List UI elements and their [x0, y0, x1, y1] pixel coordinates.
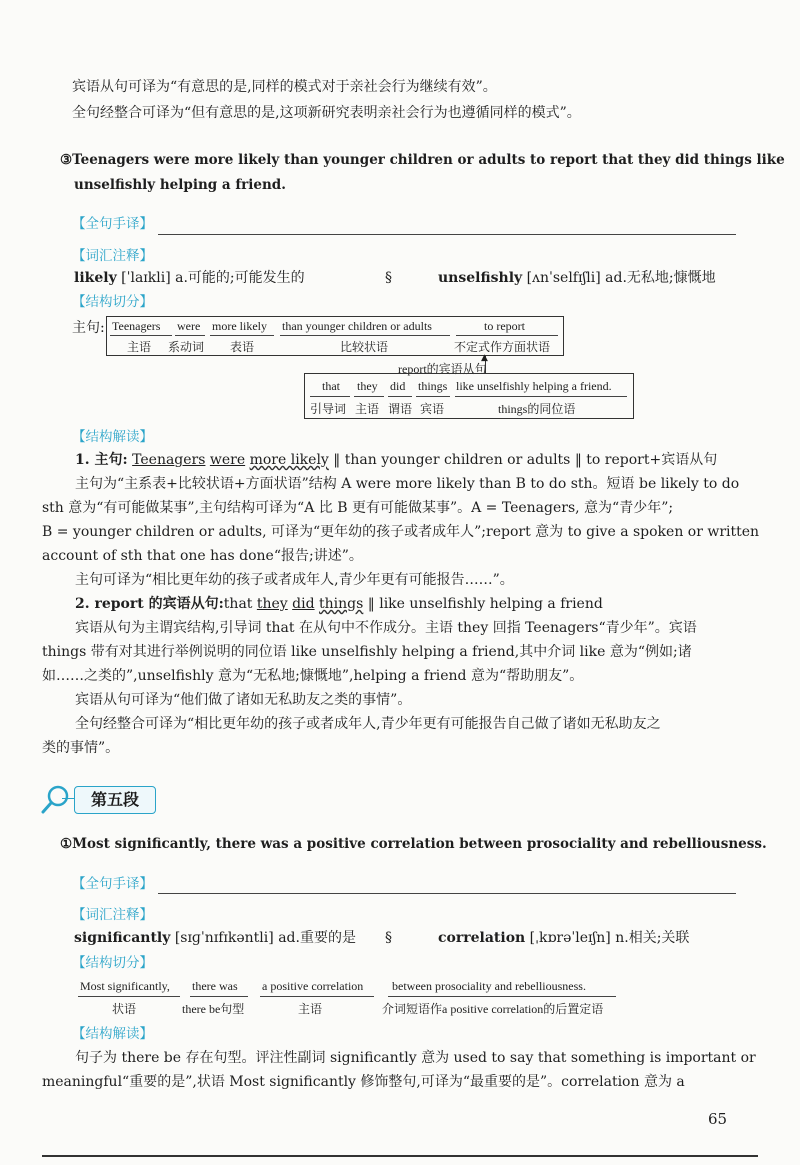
vocab-word: correlation [438, 930, 526, 946]
sub-role-that: 引导词 [310, 402, 347, 416]
analysis-term-rest: ‖ than younger children or adults ‖ to report+宾语从句 [333, 452, 718, 468]
analysis-term-rest: ‖ like unselfishly helping a friend [363, 596, 603, 612]
vocab-label: 【词汇注释】 [72, 907, 153, 923]
vocab-word: significantly [74, 930, 171, 946]
analysis-line-1: 句子为 there be 存在句型。评注性副词 significantly 意为 used to say that something is important or [75, 1050, 756, 1066]
top-line-2: 全句经整合可译为“但有意思的是,这项新研究表明亲社会行为也遵循同样的模式”。 [72, 105, 581, 121]
arrow-head-icon: ▲ [481, 353, 488, 363]
translate-blank-line [158, 234, 736, 235]
vocab-separator: § [385, 930, 392, 946]
top-line-1: 宾语从句可译为“有意思的是,同样的模式对于亲社会行为继续有效”。 [72, 79, 497, 95]
underline [455, 396, 627, 397]
analysis-p1-line4: B = younger children or adults, 可译为“更年幼的孩子或者成年人”;report 意为 to give a spoken or written [42, 524, 760, 540]
underline [260, 996, 374, 997]
vocab-separator: § [385, 270, 392, 286]
badge-connector [62, 798, 74, 799]
magnifier-icon [40, 784, 72, 816]
analysis-p1-line3: sth 意为“有可能做某事”,主句结构可译为“A 比 B 更有可能做某事”。A = Teenagers, 意为“青少年”; [42, 500, 674, 516]
translate-label: 【全句手译】 [72, 216, 153, 232]
analysis-p2-line7: 类的事情”。 [42, 740, 120, 756]
split-label: 【结构切分】 [72, 955, 153, 971]
vocab-phonetic: [ˈlaɪkli] [121, 270, 171, 286]
main-clause-label: 主句: [72, 320, 105, 336]
underline [210, 335, 274, 336]
vocab-label: 【词汇注释】 [72, 248, 153, 264]
main-word-predicative: more likely [212, 319, 267, 333]
vocab-entry-unselfishly [438, 268, 716, 288]
sub-role-did: 谓语 [388, 402, 413, 416]
analysis-p2-line5: 宾语从句可译为“他们做了诸如无私助友之类的事情”。 [75, 692, 412, 708]
sub-word-they: they [357, 379, 378, 393]
analysis-p1-line2: 主句为“主系表+比较状语+方面状语”结构 A were more likely than B to do sth。短语 be likely to do [75, 476, 740, 492]
object-clause-label: report的宾语从句 [398, 362, 487, 376]
split-role-there-be: there be句型 [182, 1002, 245, 1016]
translate-blank-line [158, 893, 736, 894]
split-label: 【结构切分】 [72, 294, 153, 310]
section-title: 第五段 [74, 786, 156, 814]
analysis-term-subject: they [256, 596, 288, 612]
analysis-p2-line2: 宾语从句为主谓宾结构,引导词 that 在从句中不作成分。主语 they 回指 Teenagers“青少年”。宾语 [75, 620, 697, 636]
main-word-subject: Teenagers [112, 319, 161, 333]
vocab-word: unselfishly [438, 270, 523, 286]
main-word-verb: were [177, 319, 201, 333]
main-role-subject: 主语 [127, 340, 152, 354]
underline [388, 396, 412, 397]
split-word-adverbial: Most significantly, [80, 979, 170, 993]
underline [354, 396, 384, 397]
main-word-infinitive: to report [484, 319, 525, 333]
analysis-p2-line1 [75, 594, 603, 614]
vocab-entry-correlation [438, 928, 689, 948]
sub-word-that: that [322, 379, 340, 393]
split-word-subject: a positive correlation [262, 979, 364, 993]
underline [175, 335, 205, 336]
main-word-comparison: than younger children or adults [282, 319, 432, 333]
main-role-predicative: 表语 [230, 340, 255, 354]
split-word-there-was: there was [192, 979, 238, 993]
analysis-term-that: that [223, 596, 257, 612]
analysis-p2-line3: things 带有对其进行举例说明的同位语 like unselfishly helping a friend,其中介词 like 意为“例如;诸 [42, 644, 692, 660]
analysis-p1-line5: account of sth that one has done“报告;讲述”。 [42, 548, 363, 564]
underline [280, 335, 450, 336]
underline [416, 396, 450, 397]
analysis-term-subject: Teenagers [132, 452, 206, 468]
vocab-entry-likely [74, 268, 305, 288]
analysis-term-verb: did [292, 596, 315, 612]
vocab-definition: a.可能的;可能发生的 [175, 270, 305, 286]
split-role-postmodifier: 介词短语作a positive correlation的后置定语 [382, 1002, 604, 1016]
analysis-term-verb: were [209, 452, 246, 468]
vocab-word: likely [74, 270, 117, 286]
vocab-definition: ad.重要的是 [278, 930, 356, 946]
vocab-definition: n.相关;关联 [615, 930, 690, 946]
sub-word-appositive: like unselfishly helping a friend. [456, 379, 612, 393]
analysis-label: 【结构解读】 [72, 1026, 153, 1042]
vocab-phonetic: [ˌkɒrəˈleɪʃn] [529, 930, 611, 946]
sub-role-things: 宾语 [420, 402, 445, 416]
sentence3-text-a: ③Teenagers were more likely than younger children or adults to report that they did things like [60, 152, 785, 168]
translate-label: 【全句手译】 [72, 876, 153, 892]
analysis-label: 【结构解读】 [72, 429, 153, 445]
analysis-term-object: things [319, 596, 364, 612]
analysis-p1-line1 [75, 450, 717, 470]
sub-role-they: 主语 [355, 402, 380, 416]
split-word-postmodifier: between prosociality and rebelliousness. [392, 979, 586, 993]
underline [110, 335, 172, 336]
split-role-adverbial: 状语 [112, 1002, 137, 1016]
vocab-definition: ad.无私地;慷慨地 [605, 270, 716, 286]
analysis-p2-line6: 全句经整合可译为“相比更年幼的孩子或者成年人,青少年更有可能报告自己做了诸如无私助友之 [75, 716, 661, 732]
vocab-phonetic: [sɪɡˈnɪfɪkəntli] [174, 930, 274, 946]
analysis-heading: 1. 主句: [75, 452, 128, 468]
main-role-infinitive: 不定式作方面状语 [454, 340, 551, 354]
analysis-p1-line6: 主句可译为“相比更年幼的孩子或者成年人,青少年更有可能报告……”。 [75, 572, 514, 588]
sentence1-text: ①Most significantly, there was a positive correlation between prosociality and rebelliousness. [60, 836, 767, 852]
analysis-heading: 2. report 的宾语从句: [75, 596, 224, 612]
main-role-comparison: 比较状语 [340, 340, 389, 354]
vocab-entry-significantly [74, 928, 356, 948]
underline [78, 996, 180, 997]
sentence3-text-b: unselfishly helping a friend. [74, 177, 286, 193]
main-role-verb: 系动词 [168, 340, 205, 354]
sub-word-did: did [390, 379, 406, 393]
page-number: 65 [708, 1110, 728, 1128]
analysis-line-2: meaningful“重要的是”,状语 Most significantly 修饰整句,可译为“最重要的是”。correlation 意为 a [42, 1074, 685, 1090]
underline [456, 335, 558, 336]
underline [388, 996, 616, 997]
analysis-term-predicative: more likely [249, 452, 329, 468]
page-bottom-rule [42, 1155, 758, 1157]
underline [310, 396, 350, 397]
analysis-p2-line4: 如……之类的”,unselfishly 意为“无私地;慷慨地”,helping a friend 意为“帮助朋友”。 [42, 668, 584, 684]
split-role-subject: 主语 [298, 1002, 323, 1016]
sub-word-things: things [418, 379, 448, 393]
underline [190, 996, 248, 997]
sub-role-appositive: things的同位语 [498, 402, 576, 416]
vocab-phonetic: [ʌnˈselfɪʃli] [526, 270, 601, 286]
